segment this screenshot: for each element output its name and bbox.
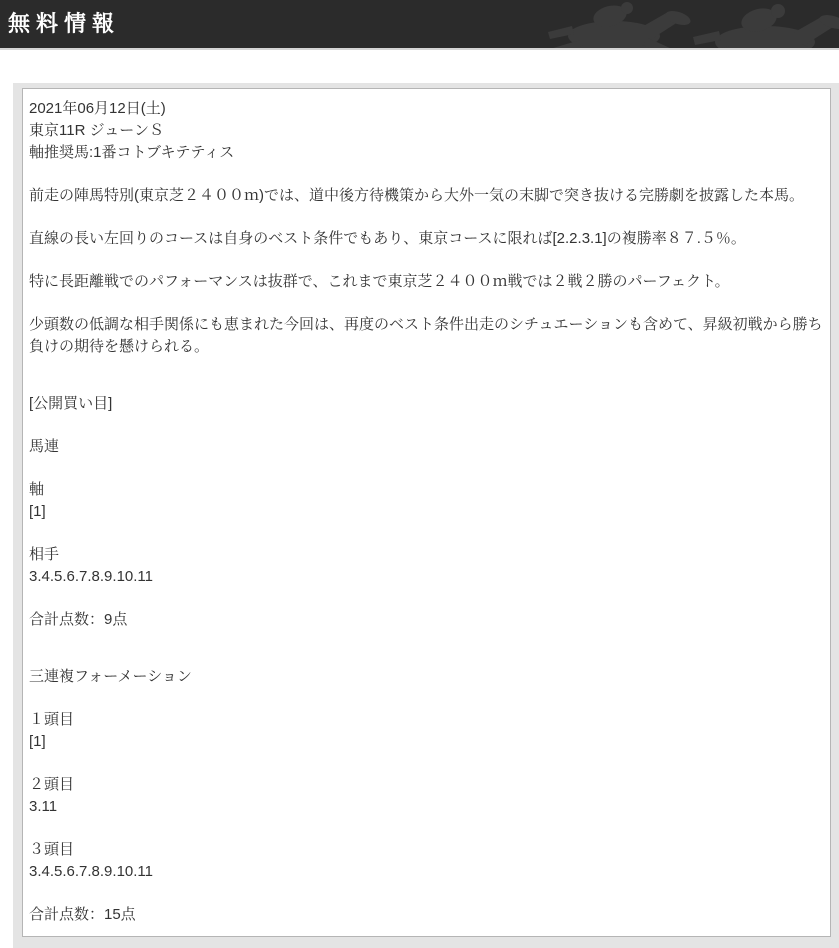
umaren-axis-label: 軸 <box>29 481 45 498</box>
axis-horse-recommendation: 軸推奨馬:1番コトブキテティス <box>29 144 235 161</box>
umaren-partners-value: 3.4.5.6.7.8.9.10.11 <box>29 568 153 585</box>
analysis-paragraph-4: 少頭数の低調な相手関係にも恵まれた今回は、再度のベスト条件出走のシチュエーションも含めて、昇級初戦から勝ち負けの期待を懸けられる。 <box>29 316 823 355</box>
umaren-total-points: 合計点数：9点 <box>29 611 128 628</box>
bet-type-umaren: 馬連 <box>29 438 60 455</box>
analysis-paragraph-3: 特に長距離戦でのパフォーマンスは抜群で、これまで東京芝２４００ｍ戦では２戦２勝のパーフェクト。 <box>29 273 730 290</box>
sanrenpuku-total-points: 合計点数：15点 <box>29 906 136 923</box>
race-name: 東京11R ジューンＳ <box>29 122 164 139</box>
page-title: 無料情報 <box>8 11 121 36</box>
prediction-article <box>22 88 831 937</box>
sanrenpuku-slot1-label: １頭目 <box>29 711 75 728</box>
sanrenpuku-slot2-label: ２頭目 <box>29 776 75 793</box>
sanrenpuku-title: 三連複フォーメーション <box>29 668 192 685</box>
sanrenpuku-slot1-value: [1] <box>29 733 46 750</box>
umaren-axis-value: [1] <box>29 503 46 520</box>
analysis-paragraph-1: 前走の陣馬特別(東京芝２４００ｍ)では、道中後方待機策から大外一気の末脚で突き抜ける完勝劇を披露した本馬。 <box>29 187 804 204</box>
free-info-section <box>13 83 839 948</box>
sanrenpuku-slot3-label: ３頭目 <box>29 841 75 858</box>
analysis-paragraph-2: 直線の長い左回りのコースは自身のベスト条件でもあり、東京コースに限れば[2.2.3.1]の複勝率８７.５％。 <box>29 230 746 247</box>
race-date: 2021年06月12日(土) <box>29 100 166 117</box>
sanrenpuku-slot3-value: 3.4.5.6.7.8.9.10.11 <box>29 863 153 880</box>
umaren-partners-label: 相手 <box>29 546 60 563</box>
page-header <box>0 0 839 50</box>
sanrenpuku-slot2-value: 3.11 <box>29 798 58 815</box>
buy-list-title: [公開買い目] <box>29 395 113 412</box>
